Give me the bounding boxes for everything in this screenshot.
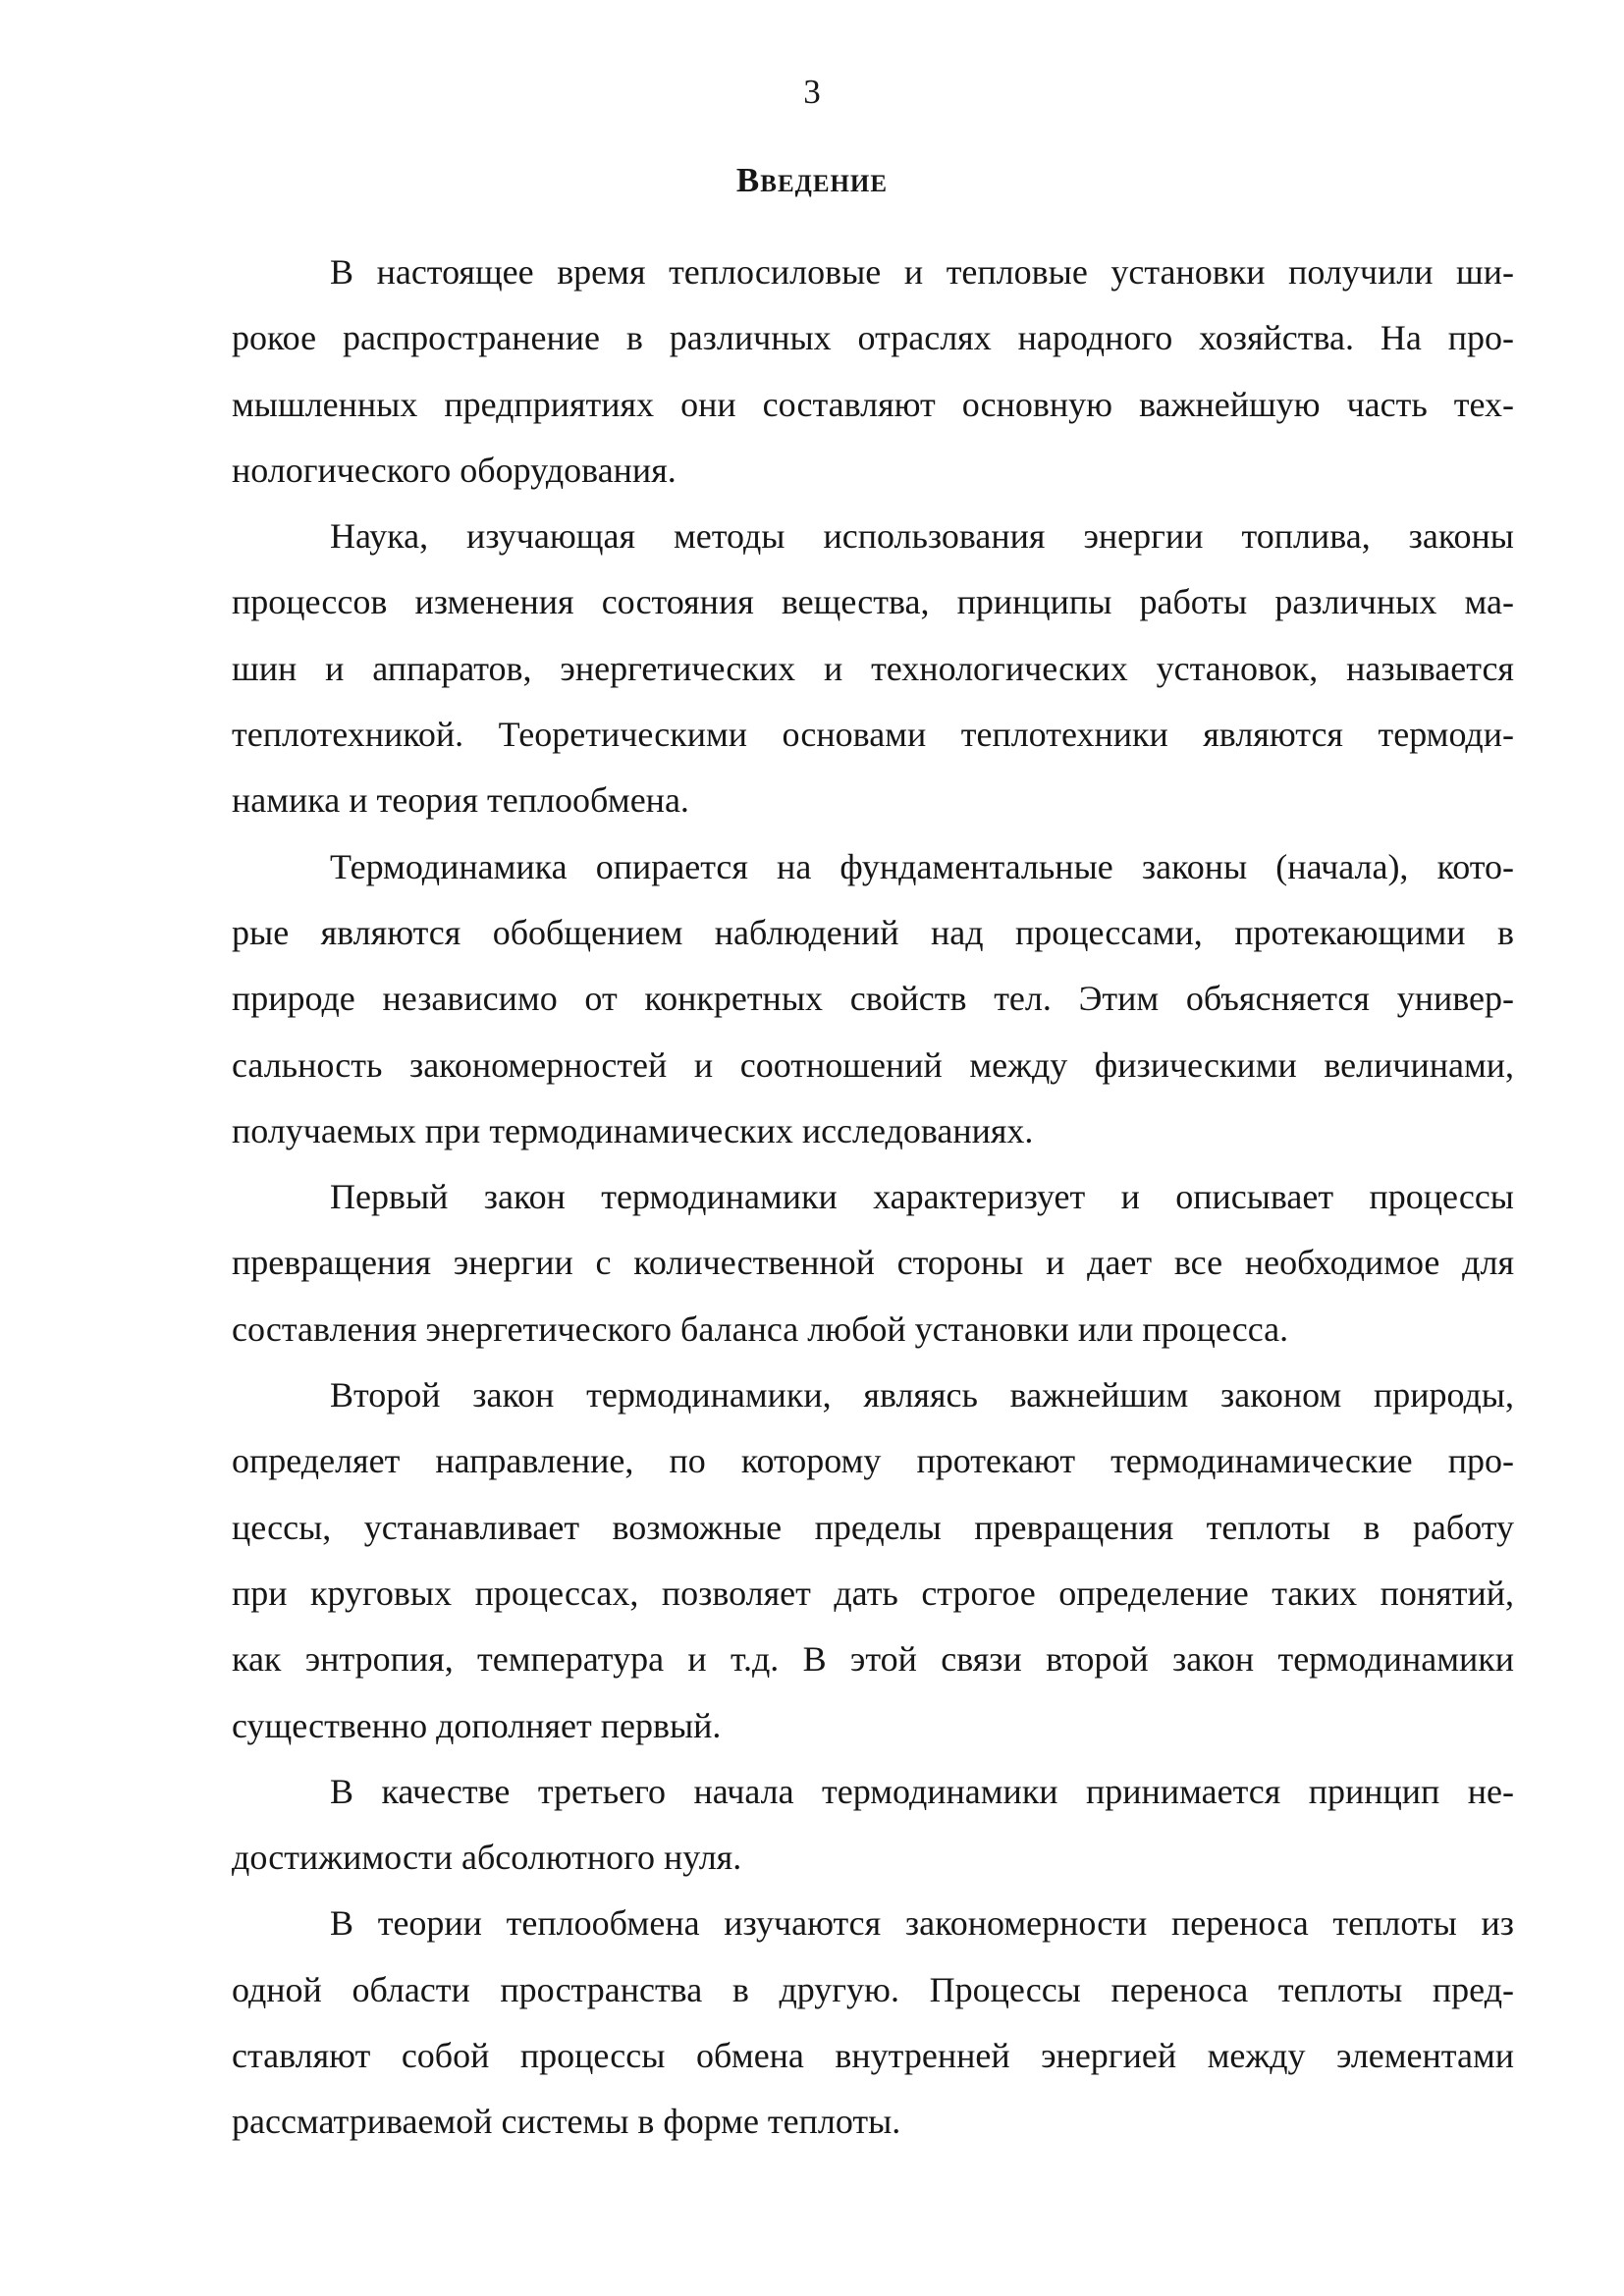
paragraph-line: как энтропия, температура и т.д. В этой связи второй закон термодинамики	[232, 1639, 1514, 1680]
paragraph-line: В теории теплообмена изучаются закономерности переноса теплоты из	[330, 1903, 1514, 1944]
paragraph-line: составления энергетического баланса любой установки или процесса.	[232, 1308, 1289, 1349]
paragraph-line: ставляют собой процессы обмена внутренней энергией между элементами	[232, 2036, 1514, 2076]
paragraph-line: намика и теория теплообмена.	[232, 780, 689, 821]
paragraph	[232, 1759, 1514, 1892]
paragraph	[232, 834, 1514, 1164]
paragraph-line: рассматриваемой системы в форме теплоты.	[232, 2102, 901, 2142]
paragraph-line: теплотехникой. Теоретическими основами теплотехники являются термоди-	[232, 715, 1514, 755]
paragraph-line: Термодинамика опирается на фундаментальные законы (начала), кото-	[330, 846, 1514, 886]
body-text	[232, 240, 1514, 2156]
paragraph-line: В качестве третьего начала термодинамики принимается принцип не-	[330, 1771, 1514, 1811]
paragraph	[232, 504, 1514, 833]
paragraph-line: рые являются обобщением наблюдений над процессами, протекающими в	[232, 912, 1514, 952]
paragraph	[232, 1164, 1514, 1362]
paragraph-line: цессы, устанавливает возможные пределы превращения теплоты в работу	[232, 1507, 1514, 1547]
paragraph-line: Наука, изучающая методы использования энергии топлива, законы	[330, 516, 1514, 557]
paragraph-line: достижимости абсолютного нуля.	[232, 1838, 742, 1878]
paragraph	[232, 240, 1514, 504]
paragraph-line: нологического оборудования.	[232, 450, 677, 490]
paragraph-line: рокое распространение в различных отраслях народного хозяйства. На про-	[232, 318, 1514, 358]
paragraph-line: Первый закон термодинамики характеризует и описывает процессы	[330, 1177, 1514, 1217]
paragraph-line: существенно дополняет первый.	[232, 1705, 722, 1745]
paragraph-line: В настоящее время теплосиловые и тепловые установки получили ши-	[330, 252, 1514, 292]
page-number: 3	[803, 73, 821, 111]
paragraph-line: одной области пространства в другую. Процессы переноса теплоты пред-	[232, 1969, 1514, 2009]
paragraph-line: Второй закон термодинамики, являясь важнейшим законом природы,	[330, 1375, 1514, 1415]
paragraph-line: шин и аппаратов, энергетических и технологических установок, называется	[232, 648, 1514, 688]
paragraph-line: процессов изменения состояния вещества, принципы работы различных ма-	[232, 582, 1514, 622]
paragraph-line: получаемых при термодинамических исследованиях.	[232, 1110, 1034, 1150]
section-heading: Введение	[735, 161, 889, 199]
paragraph-line: превращения энергии с количественной стороны и дает все необходимое для	[232, 1243, 1514, 1283]
paragraph-line: при круговых процессах, позволяет дать строгое определение таких понятий,	[232, 1573, 1514, 1613]
paragraph-line: мышленных предприятиях они составляют основную важнейшую часть тех-	[232, 384, 1514, 424]
paragraph-line: определяет направление, по которому протекают термодинамические про-	[232, 1441, 1514, 1481]
paragraph	[232, 1362, 1514, 1759]
paragraph-line: сальность закономерностей и соотношений между физическими величинами,	[232, 1044, 1514, 1085]
paragraph	[232, 1891, 1514, 2155]
paragraph-line: природе независимо от конкретных свойств тел. Этим объясняется универ-	[232, 979, 1514, 1019]
